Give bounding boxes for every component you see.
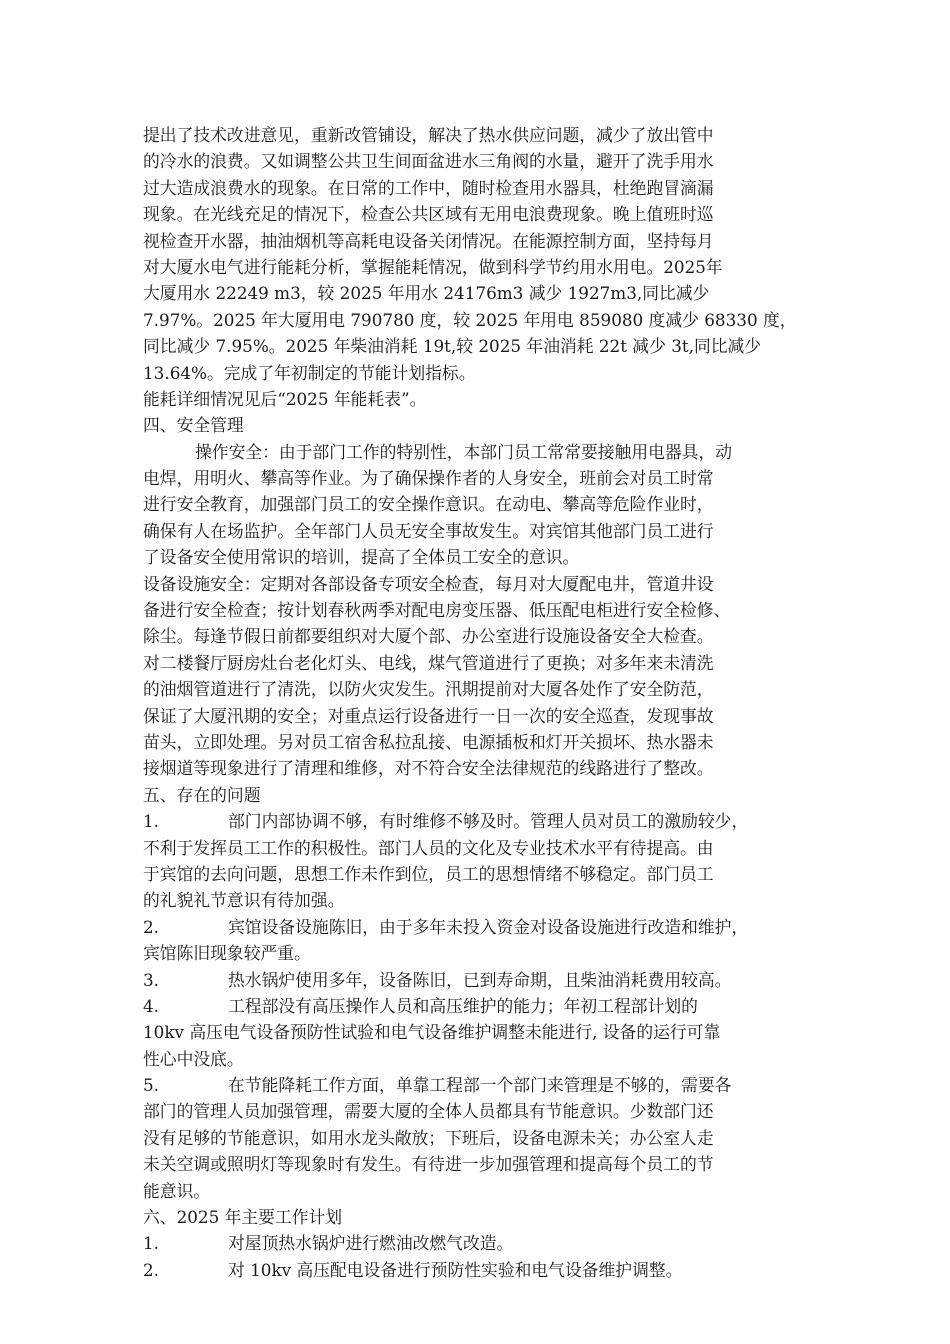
text-line: 苗头，立即处理。另对员工宿舍私拉乱接、电源插板和灯开关损坏、热水器未 <box>143 731 714 752</box>
section-heading-plan: 六、2025 年主要工作计划 <box>143 1207 343 1228</box>
text-line: 现象。在光线充足的情况下，检查公共区域有无用电浪费现象。晚上值班时巡 <box>143 204 714 225</box>
text-line: 于宾馆的去向问题，思想工作未作到位，员工的思想情绪不够稳定。部门员工 <box>143 863 714 884</box>
list-number: 2. <box>143 916 160 937</box>
text-line: 不利于发挥员工工作的积极性。部门人员的文化及专业技术水平有待提高。由 <box>143 837 714 858</box>
document-page <box>143 122 808 1283</box>
list-number: 3. <box>143 969 160 990</box>
list-number: 5. <box>143 1075 160 1096</box>
list-item-text: 对屋顶热水锅炉进行燃油改燃气改造。 <box>228 1233 514 1254</box>
text-line: 的冷水的浪费。又如调整公共卫生间面盆进水三角阀的水量，避开了洗手用水 <box>143 151 714 172</box>
text-line: 设备设施安全：定期对各部设备专项安全检查，每月对大厦配电井，管道井设 <box>143 573 714 594</box>
list-item <box>143 914 808 940</box>
list-item-text: 宾馆设备设施陈旧，由于多年未投入资金对设备设施进行改造和维护， <box>228 916 749 937</box>
text-line: 操作安全：由于部门工作的特别性，本部门员工常常要接触用电器具，动 <box>195 441 733 462</box>
text-line: 保证了大厦汛期的安全；对重点运行设备进行一日一次的安全巡查，发现事故 <box>143 705 714 726</box>
list-item-text: 对 10kv 高压配电设备进行预防性实验和电气设备维护调整。 <box>228 1259 683 1280</box>
list-item-text: 部门内部协调不够，有时维修不够及时。管理人员对员工的激励较少， <box>228 811 749 832</box>
text-line: 部门的管理人员加强管理，需要大厦的全体人员都具有节能意识。少数部门还 <box>143 1101 714 1122</box>
list-item <box>143 967 808 993</box>
text-line: 没有足够的节能意识，如用水龙头敞放；下班后，设备电源未关；办公室人走 <box>143 1127 714 1148</box>
list-number: 4. <box>143 995 160 1016</box>
list-item <box>143 1072 808 1098</box>
text-line: 的礼貌礼节意识有待加强。 <box>143 890 345 911</box>
text-line: 对二楼餐厅厨房灶台老化灯头、电线，煤气管道进行了更换；对多年来未清洗 <box>143 652 714 673</box>
list-number: 1. <box>143 1233 160 1254</box>
text-line: 能意识。 <box>143 1180 211 1201</box>
text-line: 能耗详细情况见后“2025 年能耗表”。 <box>143 388 427 409</box>
text-line: 除尘。每逢节假日前都要组织对大厦个部、办公室进行设施设备安全大检查。 <box>143 626 714 647</box>
list-item <box>143 808 808 834</box>
text-line: 接烟道等现象进行了清理和维修，对不符合安全法律规范的线路进行了整改。 <box>143 758 714 779</box>
text-line: 7.97%。2025 年大厦用电 790780 度，较 2025 年用电 859080 度减少 68330 度， <box>143 309 797 330</box>
text-line: 同比减少 7.95%。2025 年柴油消耗 19t,较 2025 年油消耗 22t 减少 3t,同比减少 <box>143 336 762 357</box>
text-line: 未关空调或照明灯等现象时有发生。有待进一步加强管理和提高每个员工的节 <box>143 1154 714 1175</box>
list-number: 2. <box>143 1259 160 1280</box>
section-heading-safety: 四、安全管理 <box>143 415 244 436</box>
text-line: 提出了技术改进意见，重新改管铺设，解决了热水供应问题，减少了放出管中 <box>143 125 714 145</box>
text-line: 了设备安全使用常识的培训，提高了全体员工安全的意识。 <box>143 547 580 568</box>
text-line: 10kv 高压电气设备预防性试验和电气设备维护调整未能进行, 设备的运行可靠 <box>143 1022 721 1043</box>
list-number: 1. <box>143 811 160 832</box>
text-line: 对大厦水电气进行能耗分析，掌握能耗情况，做到科学节约用水用电。2025年 <box>143 256 723 277</box>
text-line: 性心中没底。 <box>143 1048 244 1069</box>
text-line: 大厦用水 22249 m3，较 2025 年用水 24176m3 减少 1927m3,同比减少 <box>143 283 710 304</box>
text-line: 电焊，用明火、攀高等作业。为了确保操作者的人身安全，班前会对员工时常 <box>143 468 714 489</box>
text-line: 13.64%。完成了年初制定的节能计划指标。 <box>143 362 476 383</box>
list-item <box>143 993 808 1019</box>
text-line: 的油烟管道进行了清洗，以防火灾发生。汛期提前对大厦各处作了安全防范， <box>143 679 714 700</box>
list-item <box>143 1230 808 1256</box>
list-item-text: 工程部没有高压操作人员和高压维护的能力；年初工程部计划的 <box>228 995 698 1016</box>
list-item-text: 在节能降耗工作方面，单靠工程部一个部门来管理是不够的，需要各 <box>228 1075 732 1096</box>
text-line: 进行安全教育，加强部门员工的安全操作意识。在动电、攀高等危险作业时， <box>143 494 714 515</box>
section-heading-problems: 五、存在的问题 <box>143 784 261 805</box>
text-line: 确保有人在场监护。全年部门人员无安全事故发生。对宾馆其他部门员工进行 <box>143 520 714 541</box>
list-item <box>143 1257 808 1283</box>
list-item-text: 热水锅炉使用多年，设备陈旧，已到寿命期，且柴油消耗费用较高。 <box>228 969 732 990</box>
text-line: 视检查开水器，抽油烟机等高耗电设备关闭情况。在能源控制方面，坚持每月 <box>143 230 714 251</box>
text-line: 过大造成浪费水的现象。在日常的工作中，随时检查用水器具，杜绝跑冒滴漏 <box>143 177 714 198</box>
text-line: 宾馆陈旧现象较严重。 <box>143 943 311 964</box>
text-line: 备进行安全检查；按计划春秋两季对配电房变压器、低压配电柜进行安全检修、 <box>143 600 731 621</box>
